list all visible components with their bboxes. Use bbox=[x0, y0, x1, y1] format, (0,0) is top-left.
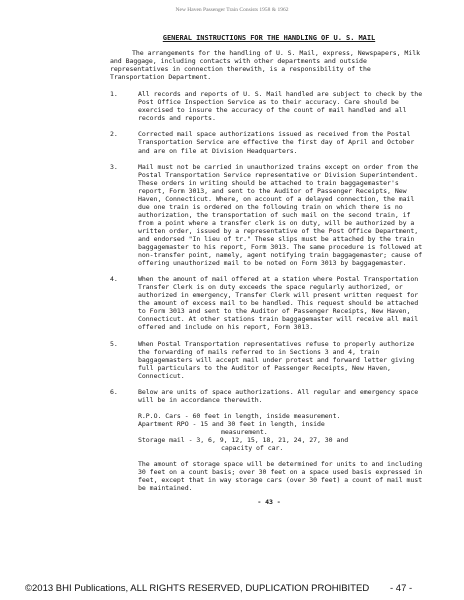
item-number: 6. bbox=[110, 387, 118, 396]
copyright-footer: ©2013 BHI Publications, ALL RIGHTS RESERVED, DUPLICATION PROHIBITED bbox=[25, 583, 370, 594]
item-text: Below are units of space authorizations. All regular and emergency space will be in accordance therewith. bbox=[138, 387, 419, 404]
item-number: 3. bbox=[110, 162, 118, 171]
space-unit-line: Storage mail - 3, 6, 9, 12, 15, 18, 21, 24, 27, 30 and bbox=[138, 435, 349, 444]
document-title: GENERAL INSTRUCTIONS FOR THE HANDLING OF U. S. MAIL bbox=[162, 34, 376, 42]
running-head: New Haven Passenger Train Consists 1958 & 1962 bbox=[175, 7, 289, 13]
item-text: When Postal Transportation representatives refuse to properly authorize the forwarding of mails referred to in Sections 3 and 4, train baggagemasters will accept mail under protest and forward letter giving full particulars to the Auditor of Passenger Receipts, New Haven, Connecticut. bbox=[138, 339, 415, 380]
item-number: 2. bbox=[110, 130, 118, 139]
item-number: 5. bbox=[110, 339, 118, 348]
item-text: All records and reports of U. S. Mail handled are subject to check by the Post Office Inspection Service as to their accuracy. Care should be exercised to insure the accuracy of the count of mail handled and all records and reports. bbox=[138, 90, 423, 123]
item-number: 4. bbox=[110, 275, 118, 284]
instruction-item bbox=[110, 130, 428, 154]
instruction-item bbox=[110, 90, 428, 122]
page-number: - 43 - bbox=[257, 498, 281, 507]
space-unit-line: Apartment RPO - 15 and 30 feet in length, inside bbox=[138, 419, 325, 428]
instruction-item bbox=[110, 275, 428, 331]
intro-paragraph: The arrangements for the handling of U. S. Mail, express, Newspapers, Milk and Baggage, including contacts with other departments and outside representatives in connection therewith, is a responsibility of the Transportation Department. bbox=[110, 49, 420, 82]
instruction-item bbox=[110, 388, 428, 404]
item-number: 1. bbox=[110, 90, 118, 99]
instruction-item bbox=[110, 163, 428, 268]
space-unit-line: R.P.O. Cars - 60 feet in length, inside measurement. bbox=[138, 411, 341, 420]
storage-note: The amount of storage space will be determined for units to and including 30 feet on a count basis; over 30 feet on a space used basis expressed in feet, except that in way storage cars (over 30 feet) a count of mail must be maintained. bbox=[138, 460, 423, 493]
item-text: Corrected mail space authorizations issued as received from the Postal Transportation Service are effective the first day of April and October and are on file at Division Headquarters. bbox=[138, 130, 415, 155]
space-unit-continuation: capacity of car. bbox=[221, 444, 284, 453]
space-units-list bbox=[138, 412, 428, 452]
space-unit-row bbox=[138, 436, 428, 452]
instruction-item bbox=[110, 340, 428, 380]
footer-page-number: - 47 - bbox=[390, 583, 413, 594]
item-text: Mail must not be carried in unauthorized trains except on order from the Postal Transportation Service representative or Division Superintendent. These orders in writing should be attached to train baggagemaster's report, Form 3013, and sent to the Auditor of Passenger Receipts, New Haven, Connecticut. Where, on account of a delayed connection, the mail due one train is ordered on the following train on which there is no authorization, the transportation of such mail on the second train, if from a point where a transfer clerk is on duty, will be authorized by a written order, issued by a representative of the Post Office Department, and endorsed "In lieu of tr." These slips must be attached by the train baggagemaster to his report, Form 3013. The same procedure is followed at non-transfer point, namely, agent notifying train baggagemaster; cause of offering unauthorized mail to be noted on Form 3013 by baggagemaster. bbox=[138, 162, 423, 268]
space-unit-row bbox=[138, 420, 428, 436]
space-unit-continuation: measurement. bbox=[221, 427, 268, 436]
document-body bbox=[110, 34, 428, 506]
item-text: When the amount of mail offered at a station where Postal Transportation Transfer Clerk is on duty exceeds the space regularly authorized, or authorized in emergency, Transfer Clerk will present written request for the amount of excess mail to be handled. This request should be attached to Form 3013 and sent to the Auditor of Passenger Receipts, New Haven, Connecticut. At other stations train baggagemaster will receive all mail offered and include on his report, Form 3013. bbox=[138, 275, 419, 332]
space-unit-row bbox=[138, 412, 428, 420]
